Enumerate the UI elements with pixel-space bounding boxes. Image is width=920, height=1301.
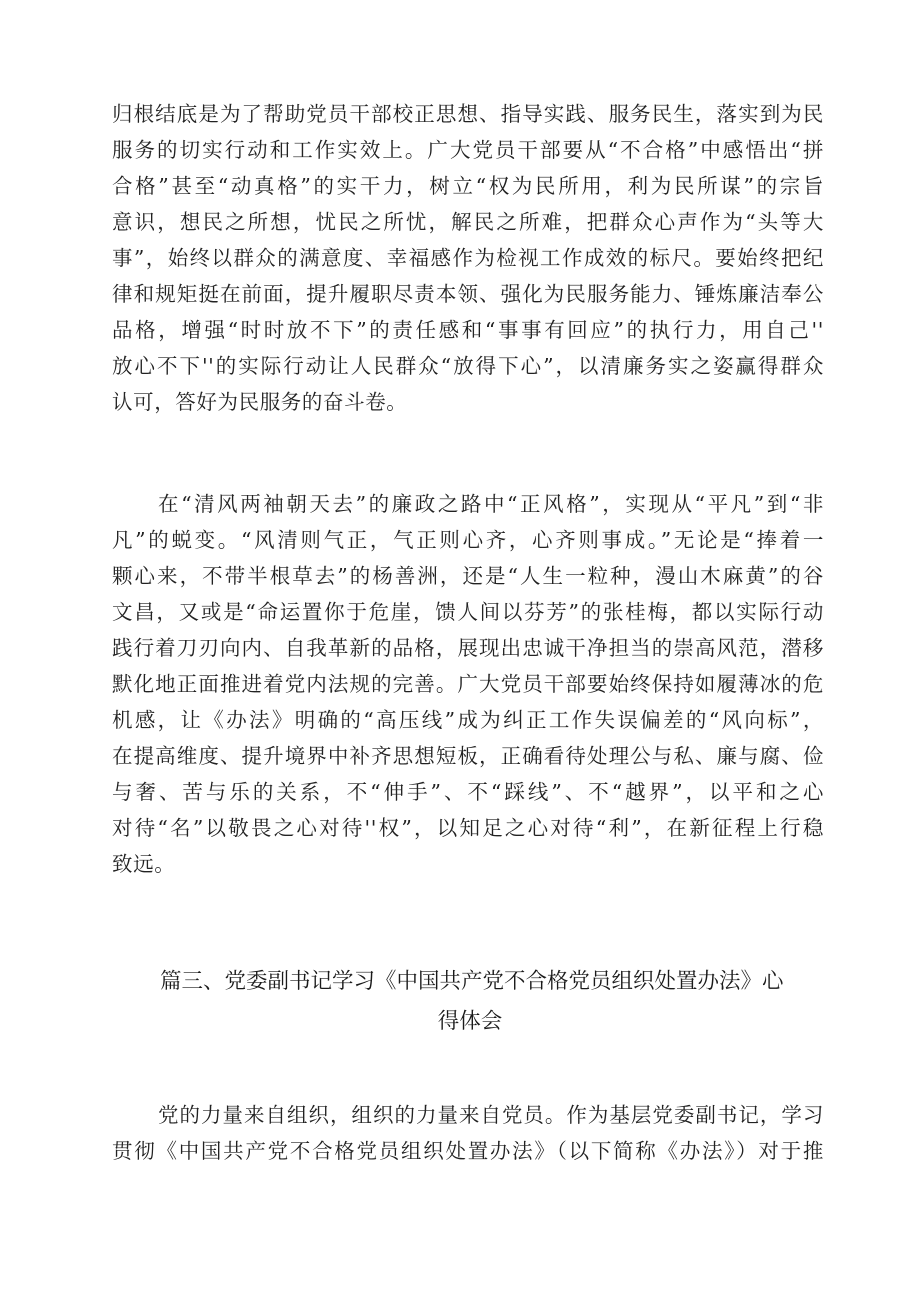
- text-line: 在提高维度、提升境界中补齐思想短板，正确看待处理公与私、廉与腐、俭: [112, 744, 824, 768]
- heading-line: 篇三、党委副书记学习《中国共产党不合格党员组织处置办法》心: [160, 969, 784, 994]
- text-line: 律和规矩挺在前面，提升履职尽责本领、强化为民服务能力、锤炼廉洁奉公: [112, 282, 824, 306]
- text-line: 归根结底是为了帮助党员干部校正思想、指导实践、服务民生，落实到为民: [112, 102, 824, 126]
- text-line: 文昌，又或是“命运置你于危崖，馈人间以芬芳”的张桂梅，都以实际行动: [112, 600, 824, 624]
- text-line: 对待“名”以敬畏之心对待''权”，以知足之心对待“利”，在新征程上行稳: [112, 816, 824, 840]
- text-line: 贯彻《中国共产党不合格党员组织处置办法》（以下简称《办法》）对于推: [112, 1139, 824, 1163]
- text-line: 意识，想民之所想，忧民之所忧，解民之所难，把群众心声作为“头等大: [112, 210, 824, 234]
- text-line: 致远。: [112, 852, 176, 876]
- section-heading: [112, 962, 828, 1042]
- text-line: 颗心来，不带半根草去”的杨善洲，还是“人生一粒种，漫山木麻黄”的谷: [112, 564, 824, 588]
- paragraph-3: [112, 1097, 824, 1169]
- text-line: 品格，增强“时时放不下”的责任感和“事事有回应”的执行力，用自己'': [112, 318, 824, 342]
- text-line: 放心不下''的实际行动让人民群众“放得下心”，以清廉务实之姿赢得群众: [112, 354, 824, 378]
- text-line: 认可，答好为民服务的奋斗卷。: [112, 390, 408, 414]
- paragraph-1: [112, 96, 824, 420]
- text-line: 践行着刀刃向内、自我革新的品格，展现出忠诚干净担当的崇高风范，潜移: [112, 636, 824, 660]
- text-line: 机感，让《办法》明确的“高压线”成为纠正工作失误偏差的“风向标”，: [112, 708, 824, 732]
- text-line: 凡”的蜕变。“风清则气正，气正则心齐，心齐则事成。”无论是“捧着一: [112, 528, 824, 552]
- text-line: 合格”甚至“动真格”的实干力，树立“权为民所用，利为民所谋”的宗旨: [112, 174, 824, 198]
- text-line: 党的力量来自组织，组织的力量来自党员。作为基层党委副书记，学习: [158, 1103, 824, 1127]
- heading-line: 得体会: [437, 1009, 503, 1034]
- text-line: 事”，始终以群众的满意度、幸福感作为检视工作成效的标尺。要始终把纪: [112, 246, 824, 270]
- text-line: 在“清风两袖朝天去”的廉政之路中“正风格”，实现从“平凡”到“非: [158, 492, 824, 516]
- text-line: 默化地正面推进着党内法规的完善。广大党员干部要始终保持如履薄冰的危: [112, 672, 824, 696]
- paragraph-2: [112, 486, 824, 882]
- text-line: 与奢、苦与乐的关系，不“伸手”、不“踩线”、不“越界”，以平和之心: [112, 780, 824, 804]
- text-line: 服务的切实行动和工作实效上。广大党员干部要从“不合格”中感悟出“拼: [112, 138, 824, 162]
